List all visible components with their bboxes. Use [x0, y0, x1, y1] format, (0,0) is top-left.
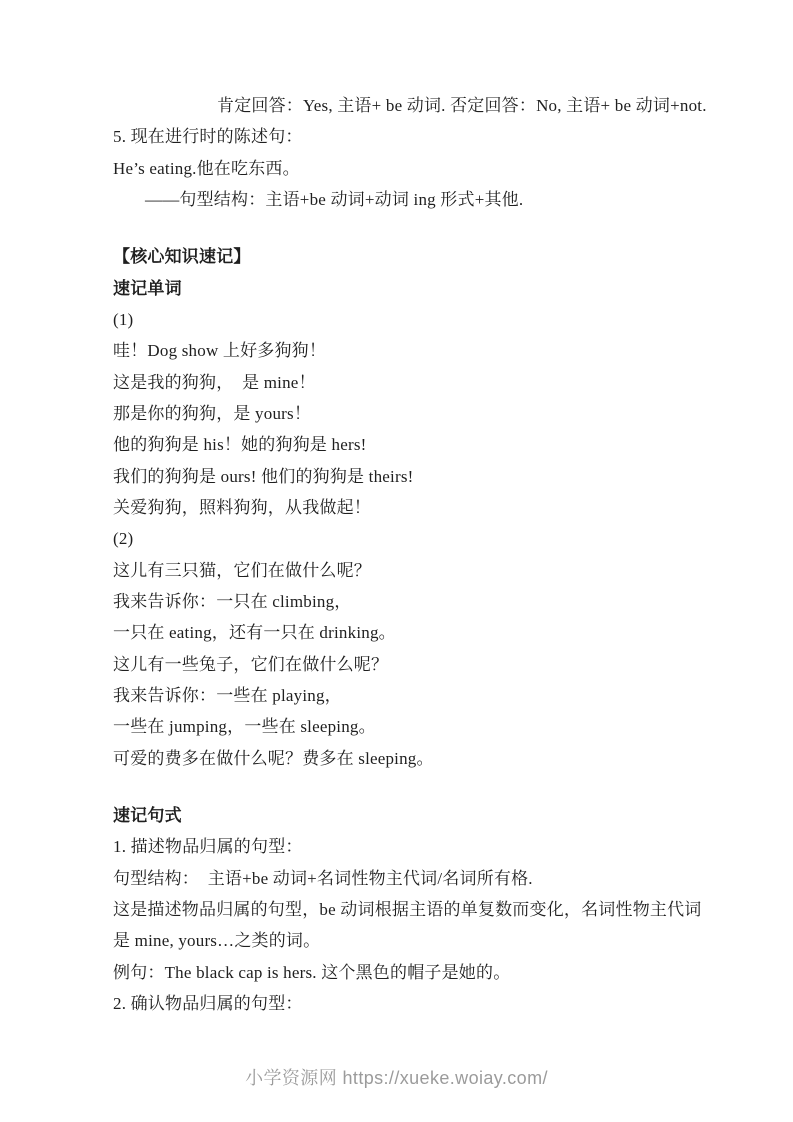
section-heading: 速记句式 [113, 805, 182, 825]
footer-watermark: 小学资源网 https://xueke.woiay.com/ [245, 1068, 548, 1088]
blank-line [113, 215, 680, 241]
text-line: 1. 描述物品归属的句型： [113, 837, 303, 857]
text-line: 这儿有一些兔子，它们在做什么呢？ [113, 654, 389, 674]
text-line: (2) [113, 529, 134, 549]
text-line: (1) [113, 309, 134, 329]
section-heading: 速记单词 [113, 278, 182, 298]
text-line: 5. 现在进行时的陈述句： [113, 127, 303, 147]
text-line: 可爱的费多在做什么呢？费多在 sleeping。 [113, 748, 434, 768]
text-line: 是 mine, yours…之类的词。 [113, 931, 321, 951]
text-line: 这是我的狗狗， 是 mine！ [113, 372, 316, 392]
document-content [113, 90, 707, 1019]
text-line: 我来告诉你：一只在 climbing， [113, 591, 352, 611]
text-line: 肯定回答：Yes, 主语+ be 动词. 否定回答：No, 主语+ be 动词+not. [217, 96, 707, 115]
text-line: 2. 确认物品归属的句型： [113, 993, 303, 1013]
text-line: 一些在 jumping，一些在 sleeping。 [113, 717, 376, 737]
text-line: 我来告诉你：一些在 playing， [113, 685, 342, 705]
text-line: 例句：The black cap is hers. 这个黑色的帽子是她的。 [113, 962, 511, 982]
blank-line [113, 774, 680, 800]
text-line: ——句型结构：主语+be 动词+动词 ing 形式+其他. [145, 189, 524, 209]
text-line: 这儿有三只猫，它们在做什么呢？ [113, 560, 371, 580]
text-line: He’s eating.他在吃东西。 [113, 158, 300, 178]
text-line: 这是描述物品归属的句型，be 动词根据主语的单复数而变化，名词性物主代词 [113, 899, 702, 919]
text-line: 我们的狗狗是 ours! 他们的狗狗是 theirs! [113, 466, 414, 486]
text-line: 一只在 eating，还有一只在 drinking。 [113, 623, 396, 643]
text-line: 他的狗狗是 his！她的狗狗是 hers! [113, 435, 367, 455]
section-heading: 【核心知识速记】 [113, 247, 251, 267]
text-line: 那是你的狗狗，是 yours！ [113, 403, 312, 423]
text-line: 关爱狗狗，照料狗狗，从我做起！ [113, 497, 371, 517]
text-line: 哇！Dog show 上好多狗狗！ [113, 341, 327, 361]
text-line: 句型结构： 主语+be 动词+名词性物主代词/名词所有格. [113, 868, 533, 888]
